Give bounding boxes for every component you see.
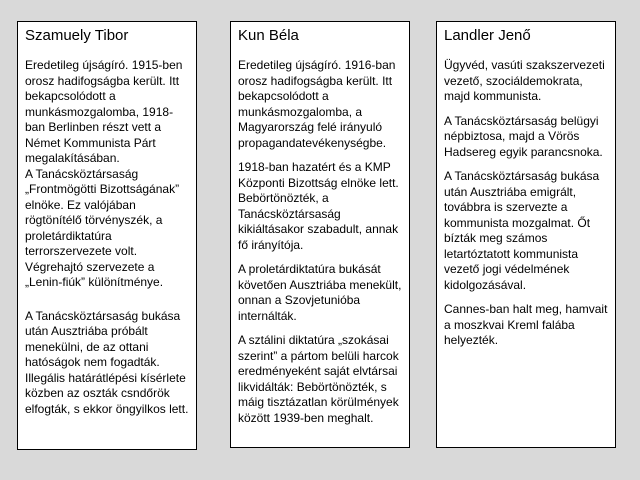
- card-title: Landler Jenő: [444, 27, 531, 44]
- card-paragraph: Eredetileg újságíró. 1916-ban orosz hadifogságba került. Itt bekapcsolódott a munkásmozgalomba, a Magyarország felé irányuló propagandatevékenységbe.: [238, 58, 396, 150]
- card-title: Szamuely Tibor: [25, 27, 129, 44]
- card-paragraph: A Tanácsköztársaság bukása után Ausztriába emigrált, továbbra is szervezte a kommunista mozgalmat. Őt bízták meg számos letartóztatott kommunista vezető jogi védelmének kidolgozásával.: [444, 169, 600, 292]
- card-title: Kun Béla: [238, 27, 299, 44]
- card-kun-bela: [230, 21, 410, 448]
- card-paragraph: A Tanácsköztársaság belügyi népbiztosa, majd a Vörös Hadsereg egyik parancsnoka.: [444, 113, 603, 159]
- card-paragraph: Eredetileg újságíró. 1915-ben orosz hadifogságba került. Itt bekapcsolódott a munkásmozgalomba, 1918-ban Berlinben részt vett a Német Kommunista Párt megalakításában. A Tanácsköztársaság „Frontmögötti Bizottságának” elnöke. Ez valójában rögtönítélő törvényszék, a proletárdiktatúra terrorszervezete volt. Végrehajtó szervezete a „Lenin-fiúk” különítménye.: [25, 58, 183, 289]
- card-szamuely-tibor: [17, 21, 197, 450]
- card-paragraph: A Tanácsköztársaság bukása után Ausztriába próbált menekülni, de az ottani hatóságok nem fogadták. Illegális határátlépési kísérlete közben az oszták csndőrök elfogták, s ekkor öngyilkos lett.: [25, 308, 189, 416]
- card-paragraph: Ügyvéd, vasúti szakszervezeti vezető, szociáldemokrata, majd kommunista.: [444, 58, 605, 103]
- card-paragraph: Cannes-ban halt meg, hamvait a moszkvai Kreml falába helyezték.: [444, 302, 608, 347]
- card-paragraph: 1918-ban hazatért és a KMP Központi Bizottság elnöke lett. Bebörtönözték, a Tanácsköztársaság kikiáltásakor szabadult, annak fő irányítója.: [238, 160, 399, 252]
- card-paragraph: A proletárdiktatúra bukását követően Ausztriába menekült, onnan a Szovjetunióba internálták.: [238, 262, 402, 323]
- card-paragraph: A sztálini diktatúra „szokásai szerint” a pártom belüli harcok eredményeként saját elvtársai likvidálták: Bebörtönözték, s máig tisztázatlan körülmények között 1939-ben meghalt.: [238, 333, 399, 425]
- card-landler-jeno: [436, 21, 616, 448]
